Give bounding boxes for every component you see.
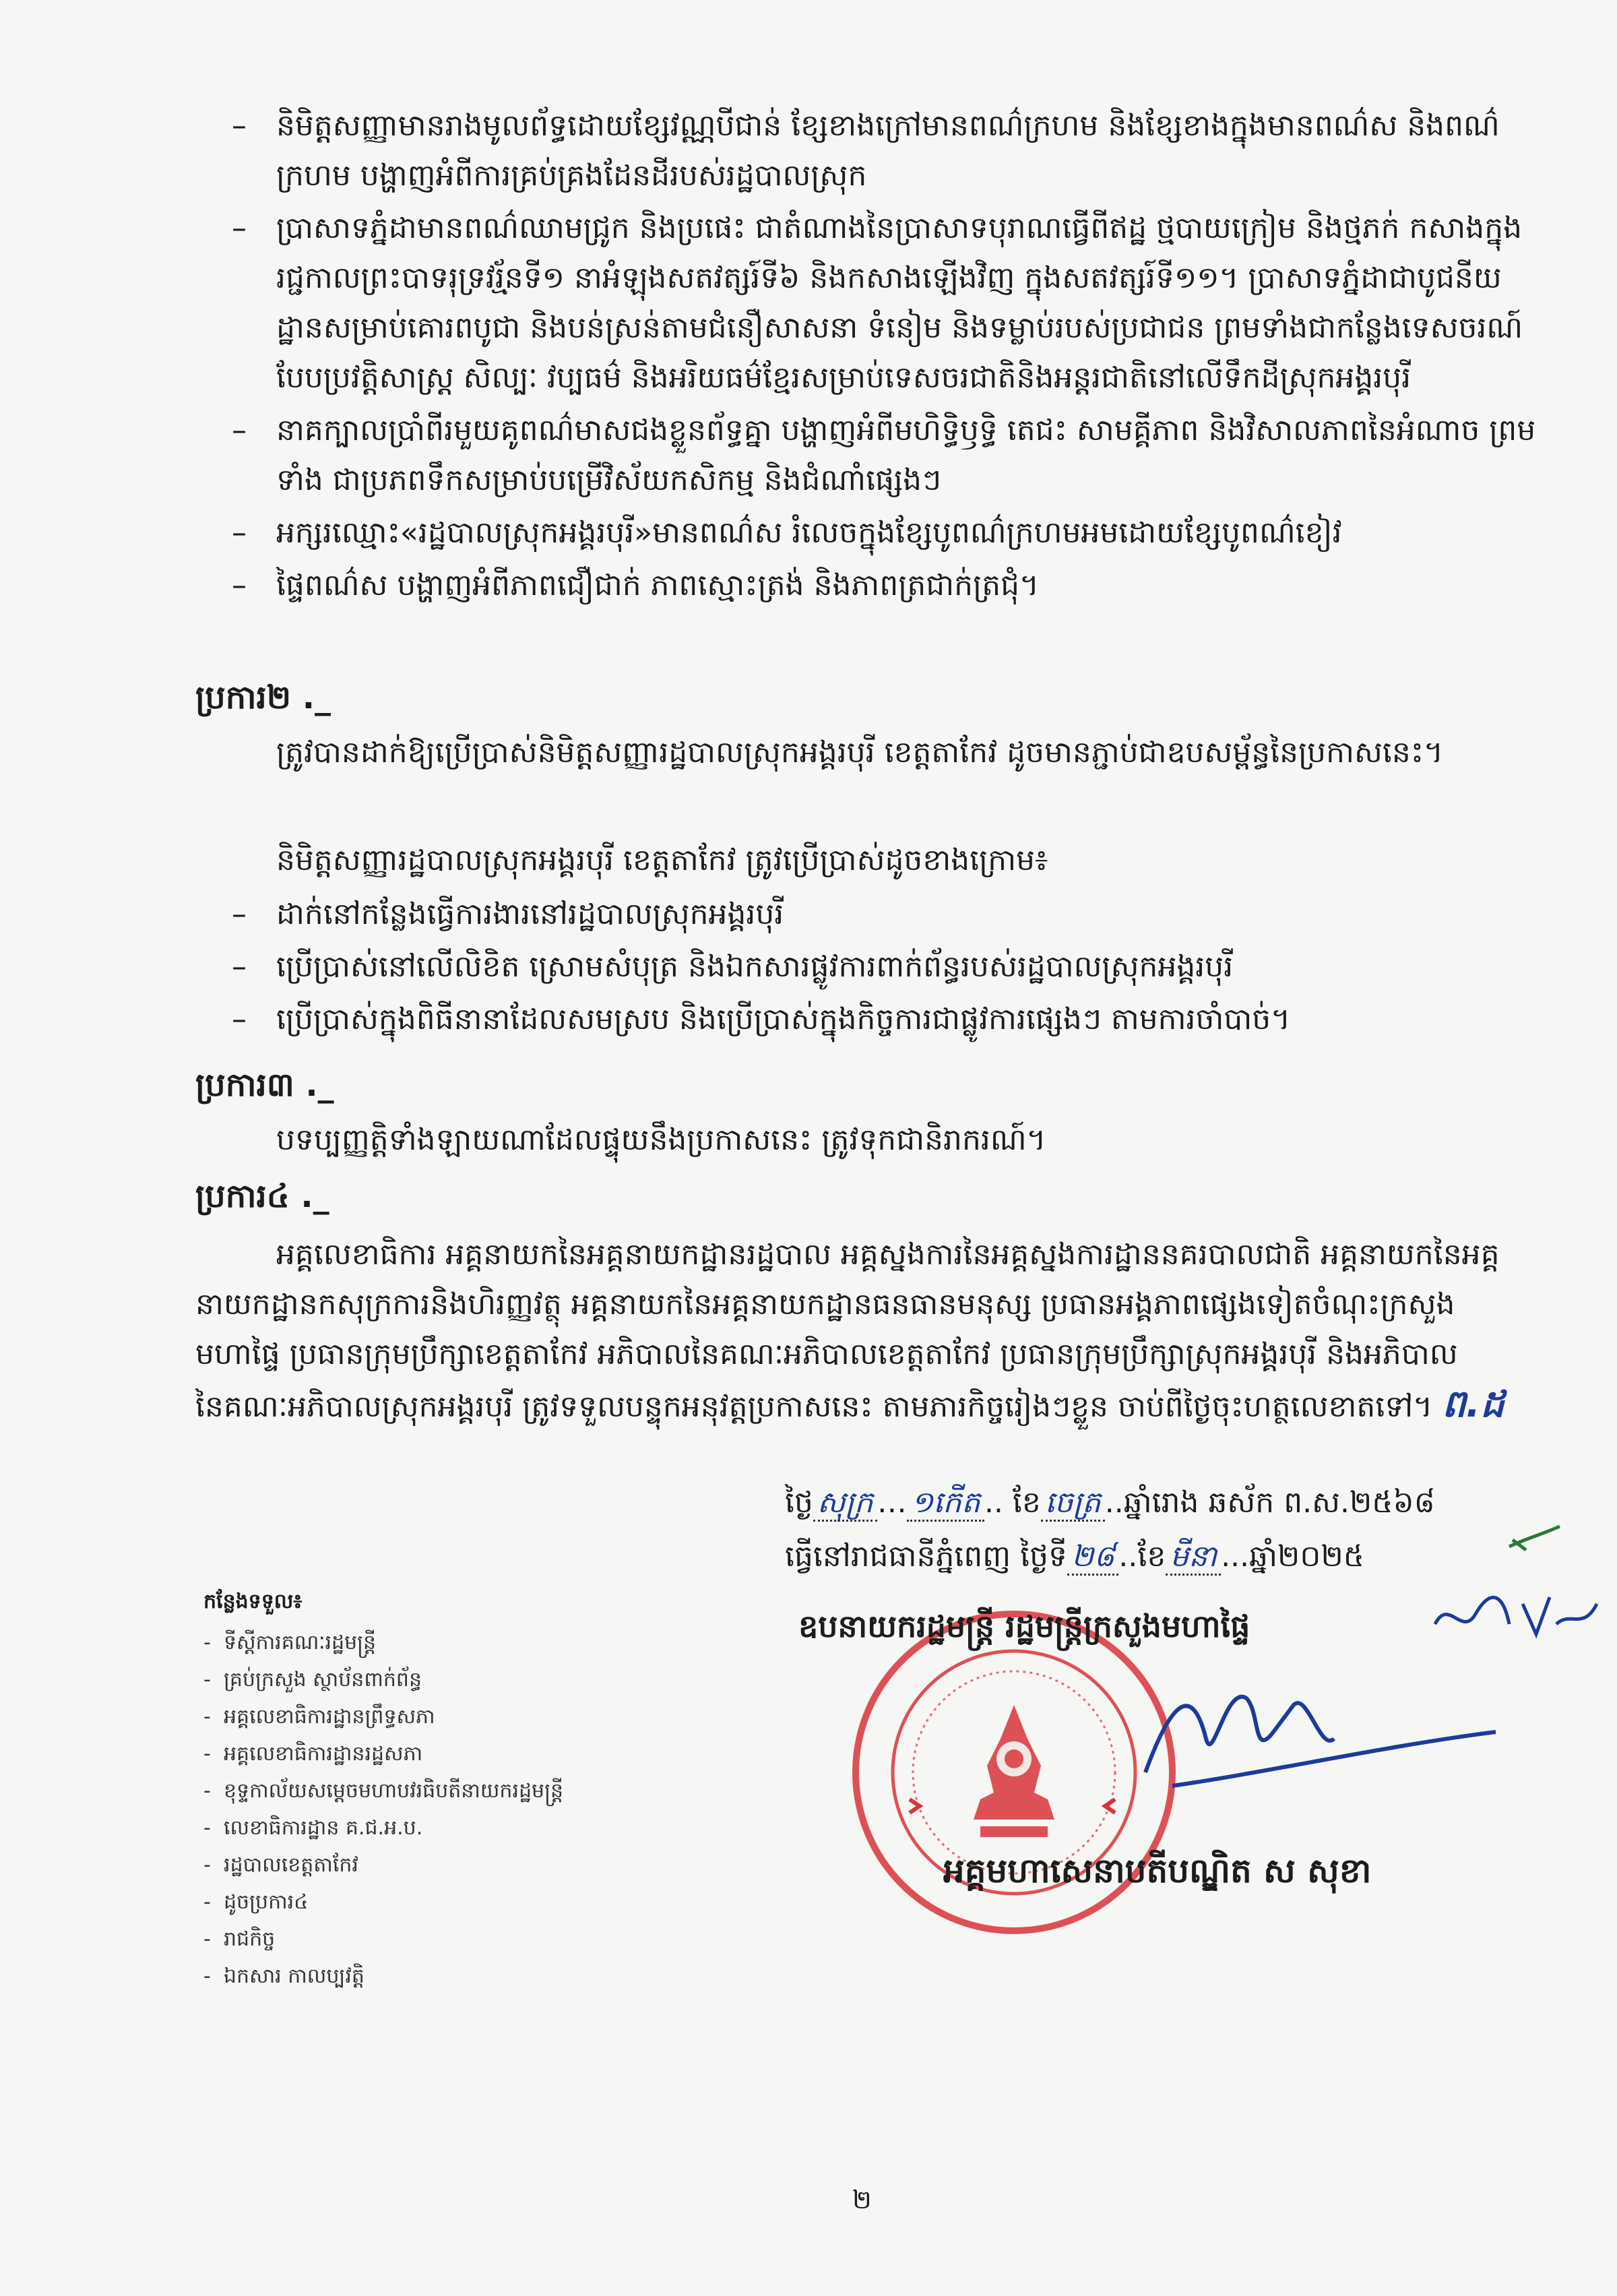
article-4-paragraph: អគ្គលេខាធិការ អគ្គនាយកនៃអគ្គនាយកដ្ឋានរដ្ឋបាល អគ្គស្នងការនៃអគ្គស្នងការដ្ឋាននគរបាលជាតិ អគ្គនាយកនៃអគ្គនាយកដ្ឋានកសុក្រការនិងហិរញ្ញវត្ថុ អគ្គនាយកនៃអគ្គនាយកដ្ឋានធនធានមនុស្ស ប្រធានអង្គភាពផ្សេងទៀតចំណុះក្រសួងមហាផ្ទៃ ប្រធានក្រុមប្រឹក្សាខេត្តតាកែវ អភិបាលនៃគណៈអភិបាលខេត្តតាកែវ ប្រធានក្រុមប្រឹក្សាស្រុកអង្គរបុរី និងអភិបាលនៃគណៈអភិបាលស្រុកអង្គរបុរី ត្រូវទទួលបន្ទុកអនុវត្តប្រកាសនេះ តាមភារកិច្ចរៀងៗខ្លួន ចាប់ពីថ្ងៃចុះហត្ថលេខាតទៅ។ ព.ដ [195, 1237, 1504, 1426]
article-4-heading: ប្រការ៤ ._ [195, 1177, 329, 1215]
bullet-dash: – [232, 211, 247, 245]
article-2-heading: ប្រការ២ ._ [195, 679, 331, 716]
article-3-paragraph: បទប្បញ្ញត្តិទាំងឡាយណាដែលផ្ទុយនឹងប្រកាសនេះ ត្រូវទុកជានិរាករណ៍។ [276, 1123, 1046, 1157]
list-item: – នាគក្បាលប្រាំពីរមួយគូពណ៌មាសជងខ្លួនព័ទ្ធគ្នា បង្ហាញអំពីមហិទ្ធិឫទ្ធិ តេជះ សាមគ្គីភាព និងវិសាលភាពនៃអំណាច ព្រមទាំង ជាប្រភពទឹកសម្រាប់បម្រើវិស័យកសិកម្ម និងជំណាំផ្សេងៗ [202, 406, 1536, 505]
signatory-name: អគ្គមហាសេនាបតីបណ្ឌិត ស សុខា [943, 1851, 1372, 1890]
bullet-dash: – [232, 950, 247, 984]
recipients-title: កន្លែងទទួល៖ [203, 1590, 303, 1613]
list-item: - លេខាធិការដ្ឋាន គ.ជ.អ.ប. [203, 1816, 423, 1840]
day-value: ២៨ [1067, 1539, 1118, 1576]
list-item: - ដូចប្រការ៤ [203, 1890, 309, 1914]
list-item: – និមិត្តសញ្ញាមានរាងមូលព័ទ្ធដោយខ្សែវណ្ណបីជាន់ ខ្សែខាងក្រៅមានពណ៌ក្រហម និងខ្សែខាងក្នុងមានពណ៌ស និងពណ៌ក្រហម បង្ហាញអំពីការគ្រប់គ្រងដែនដីរបស់រដ្ឋបាលស្រុក [202, 101, 1536, 201]
bullet-dash: – [232, 413, 247, 447]
solar-date-line: ធ្វើនៅរាជធានីភ្នំពេញ ថ្ងៃទី ២៨ ..ខែ មីនា ...ឆ្នាំ២០២៥ [785, 1533, 1364, 1580]
lunar-day-value: សុក្រ [813, 1485, 877, 1522]
ink-checkmark [1506, 1520, 1566, 1560]
article-2-paragraph-1: ត្រូវបានដាក់ឱ្យប្រើប្រាស់និមិត្តសញ្ញារដ្ឋបាលស្រុកអង្គរបុរី ខេត្តតាកែវ ដូចមានភ្ជាប់ជាឧបសម្ព័ន្ធនៃប្រកាសនេះ។ [276, 735, 1444, 770]
list-item: - ខុទ្ទកាល័យសម្តេចមហាបវរធិបតីនាយករដ្ឋមន្ត្រី [203, 1779, 564, 1803]
handwritten-signature [1132, 1658, 1502, 1813]
bullet-dash: – [232, 516, 247, 550]
recipients-list [203, 1624, 675, 1995]
list-item: – អក្សរឈ្មោះ«រដ្ឋបាលស្រុកអង្គរបុរី»មានពណ៌ស រំលេចក្នុងខ្សែបូពណ៌ក្រហមអមដោយខ្សែបូពណ៌ខៀវ [202, 508, 1536, 558]
list-item: - ឯកសារ កាលប្បវត្តិ [203, 1964, 364, 1988]
list-item: - អគ្គលេខាធិការដ្ឋានព្រឹទ្ធសភា [203, 1705, 435, 1729]
handwritten-initial: ព.ដ [1442, 1382, 1504, 1426]
ink-initials-mark [1428, 1577, 1604, 1651]
bullet-dash: – [232, 897, 247, 931]
article-3-heading: ប្រការ៣ ._ [195, 1066, 334, 1104]
list-item: - ទីស្តីការគណៈរដ្ឋមន្ត្រី [203, 1631, 377, 1654]
list-item: – ដាក់នៅកន្លែងធ្វើការងារនៅរដ្ឋបាលស្រុកអង្គរបុរី [202, 890, 1536, 939]
emblem-description-list [202, 101, 1536, 613]
lunar-waxing-value: ១កើត [907, 1485, 984, 1522]
month-value: មីនា [1166, 1539, 1221, 1576]
bullet-dash: – [232, 1002, 247, 1036]
page-number: ២ [852, 2185, 872, 2214]
minister-title: ឧបនាយករដ្ឋមន្ត្រី រដ្ឋមន្ត្រីក្រសួងមហាផ្ទៃ [798, 1608, 1250, 1644]
list-item: – ផ្ទៃពណ៌ស បង្ហាញអំពីភាពជឿជាក់ ភាពស្មោះត្រង់ និងភាពត្រជាក់ត្រជុំ។ [202, 561, 1536, 611]
bullet-dash: – [232, 568, 247, 602]
list-item: – ប្រើប្រាស់ក្នុងពិធីនានាដែលសមស្រប និងប្រើប្រាស់ក្នុងកិច្ចការជាផ្លូវការផ្សេងៗ តាមការចាំបាច់។ [202, 995, 1536, 1045]
list-item: – ប្រើប្រាស់នៅលើលិខិត ស្រោមសំបុត្រ និងឯកសារផ្លូវការពាក់ព័ន្ធរបស់រដ្ឋបាលស្រុកអង្គរបុរី [202, 942, 1536, 992]
list-item: - អគ្គលេខាធិការដ្ឋានរដ្ឋសភា [203, 1742, 423, 1766]
usage-list [202, 890, 1536, 1047]
list-item: - គ្រប់ក្រសួង ស្ថាប័នពាក់ព័ន្ធ [203, 1668, 422, 1692]
list-item: - រដ្ឋបាលខេត្តតាកែវ [203, 1853, 358, 1877]
list-item: - រាជកិច្ច [203, 1927, 276, 1951]
bullet-dash: – [232, 108, 247, 143]
list-item: – ប្រាសាទភ្នំដាមានពណ៌ឈាមជ្រូក និងប្រផេះ ជាតំណាងនៃប្រាសាទបុរាណធ្វើពីឥដ្ឋ ថ្មបាយក្រៀម និងថ្មភក់ កសាងក្នុងរជ្ជកាលព្រះបាទរុទ្រវរ្ម័នទី១ នាអំឡុងសតវត្សរ៍ទី៦ និងកសាងឡើងវិញ ក្នុងសតវត្សរ៍ទី១១។ ប្រាសាទភ្នំដាជាបូជនីយដ្ឋានសម្រាប់គោរពបូជា និងបន់ស្រន់តាមជំនឿសាសនា ទំនៀម និងទម្លាប់របស់ប្រជាជន ព្រមទាំងជាកន្លែងទេសចរណ៍បែបប្រវត្តិសាស្ត្រ សិល្បៈ វប្បធម៌ និងអរិយធម៌ខ្មែរសម្រាប់ទេសចរជាតិនិងអន្តរជាតិនៅលើទឹកដីស្រុកអង្គរបុរី [202, 204, 1536, 403]
lunar-date-line: ថ្ងៃ សុក្រ … ១កើត .. ខែ ចេត្រ ..ឆ្នាំរោង ឆស័ក ព.ស.២៥៦៨ [785, 1479, 1435, 1526]
lunar-month-value: ចេត្រ [1041, 1485, 1105, 1522]
article-2-paragraph-2: និមិត្តសញ្ញារដ្ឋបាលស្រុកអង្គរបុរី ខេត្តតាកែវ ត្រូវប្រើប្រាស់ដូចខាងក្រោម៖ [276, 843, 1048, 877]
